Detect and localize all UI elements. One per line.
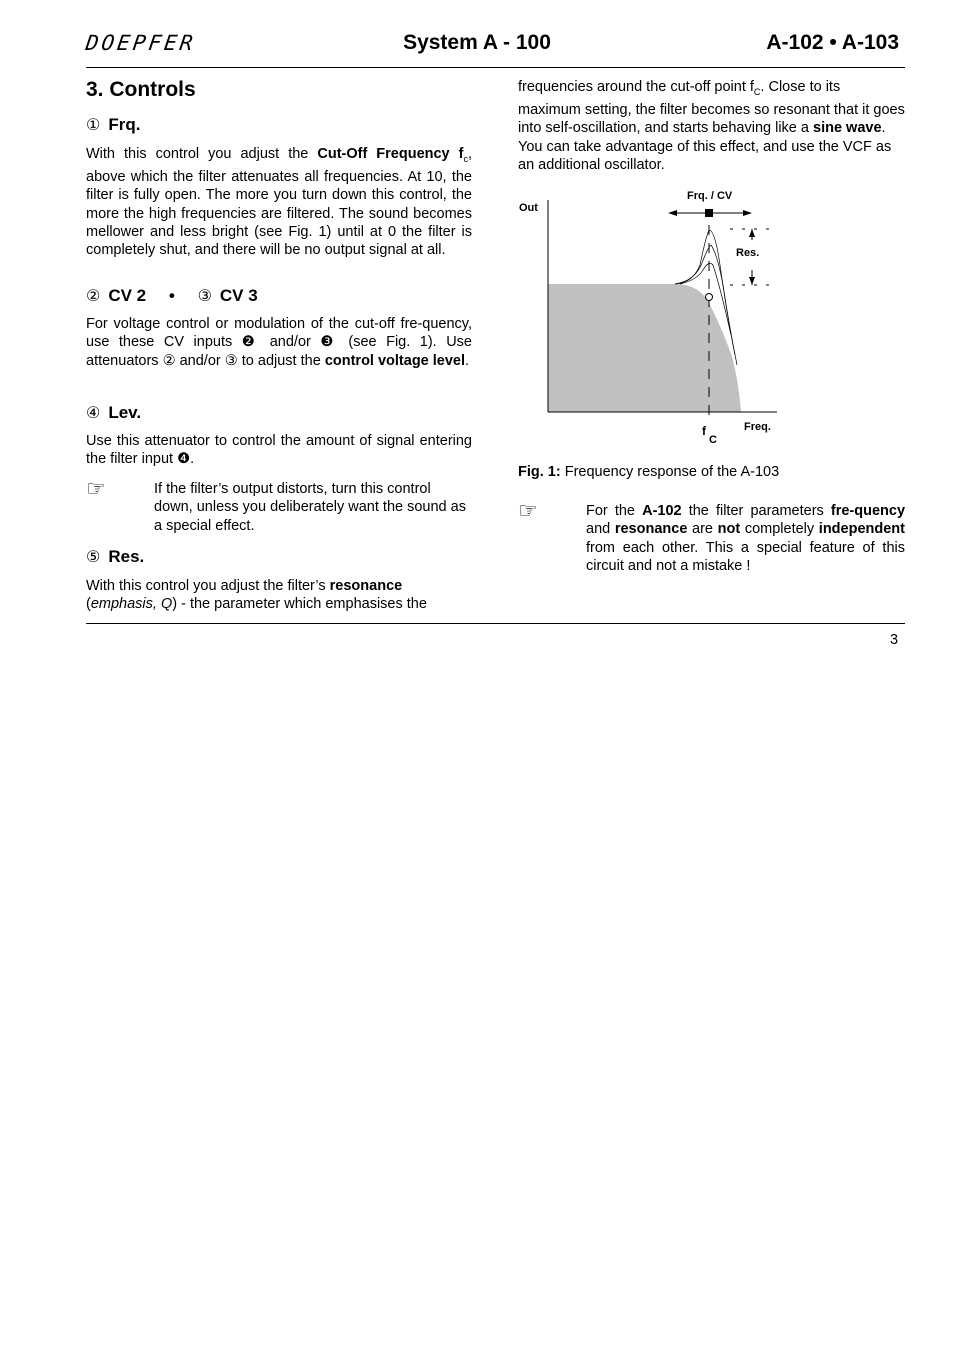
out-label: Out: [519, 202, 538, 214]
system-title: System A - 100: [403, 31, 551, 54]
header-rule: [86, 67, 905, 68]
fc-label: f: [702, 424, 706, 438]
frq-cv-marker: [705, 209, 713, 217]
brand-logo: DOEPFER: [84, 31, 198, 55]
arrow-left-head: [668, 210, 677, 216]
freq-label: Freq.: [744, 421, 771, 433]
cv-heading: ② CV 2 • ③ CV 3: [86, 286, 258, 305]
frq-cv-label: Frq. / CV: [687, 190, 733, 202]
lev-heading: ④ Lev.: [86, 403, 142, 422]
frq-heading: [86, 115, 140, 135]
section-title: 3. Controls: [86, 78, 196, 101]
lev-paragraph: Use this attenuator to control the amount of signal entering the filter input ❹.: [86, 433, 472, 468]
footer-rule: [86, 623, 905, 624]
res-arrow-up-head: [749, 229, 755, 237]
figure-caption: Fig. 1: Frequency response of the A-103: [518, 464, 780, 480]
page-number: 3: [890, 632, 899, 648]
model-title: A-102 • A-103: [766, 31, 899, 54]
frq-paragraph: With this control you adjust the Cut-Off Frequency $f_c$, above which the filter attenuates all frequencies. At 10, the filter is fully open. The more you turn down this control, the more the high frequencies are filtered. The sound becomes mellower and less bright (see Fig. 1) until at 0 the filter is completely shut, and there will be no output signal at all.: [86, 146, 472, 259]
arrow-right-head: [743, 210, 752, 216]
res-arrow-down-head: [749, 277, 755, 285]
res-heading: ⑤ Res.: [86, 547, 145, 566]
lev-note: If the filter’s output distorts, turn this control down, unless you deliberately want the sound as a special effect.: [154, 481, 466, 534]
cutoff-point: [706, 294, 713, 301]
frequency-response-figure: [515, 185, 785, 450]
pointing-hand-icon: ☞: [86, 476, 106, 501]
frq-number: ①: [86, 117, 101, 134]
cv-paragraph: For voltage control or modulation of the cut-off fre-quency, use these CV inputs ❷ and/or ❸ (see Fig. 1). Use attenuators ② and/or ③ to adjust the control voltage level.: [86, 316, 472, 369]
resonance-continued-paragraph: frequencies around the cut-off point $f_C$. Close to its maximum setting, the filter becomes so resonant that it goes into self-oscillation, and starts behaving like a sine wave. You can take advantage of this effect, and use the VCF as an additional oscillator.: [518, 79, 905, 174]
res-paragraph: With this control you adjust the filter’s resonance (emphasis, Q) - the parameter which emphasises the: [86, 578, 427, 613]
res-label: Res.: [736, 247, 760, 259]
pointing-hand-icon-2: ☞: [518, 498, 538, 523]
response-area: [548, 284, 741, 412]
fc-sub-label: C: [709, 434, 717, 446]
a102-note: For the A-102 the filter parameters fre-quency and resonance are not completely independent from each other. This a special feature of this circuit and not a mistake !: [586, 503, 906, 574]
frq-title: Frq.: [108, 115, 141, 134]
